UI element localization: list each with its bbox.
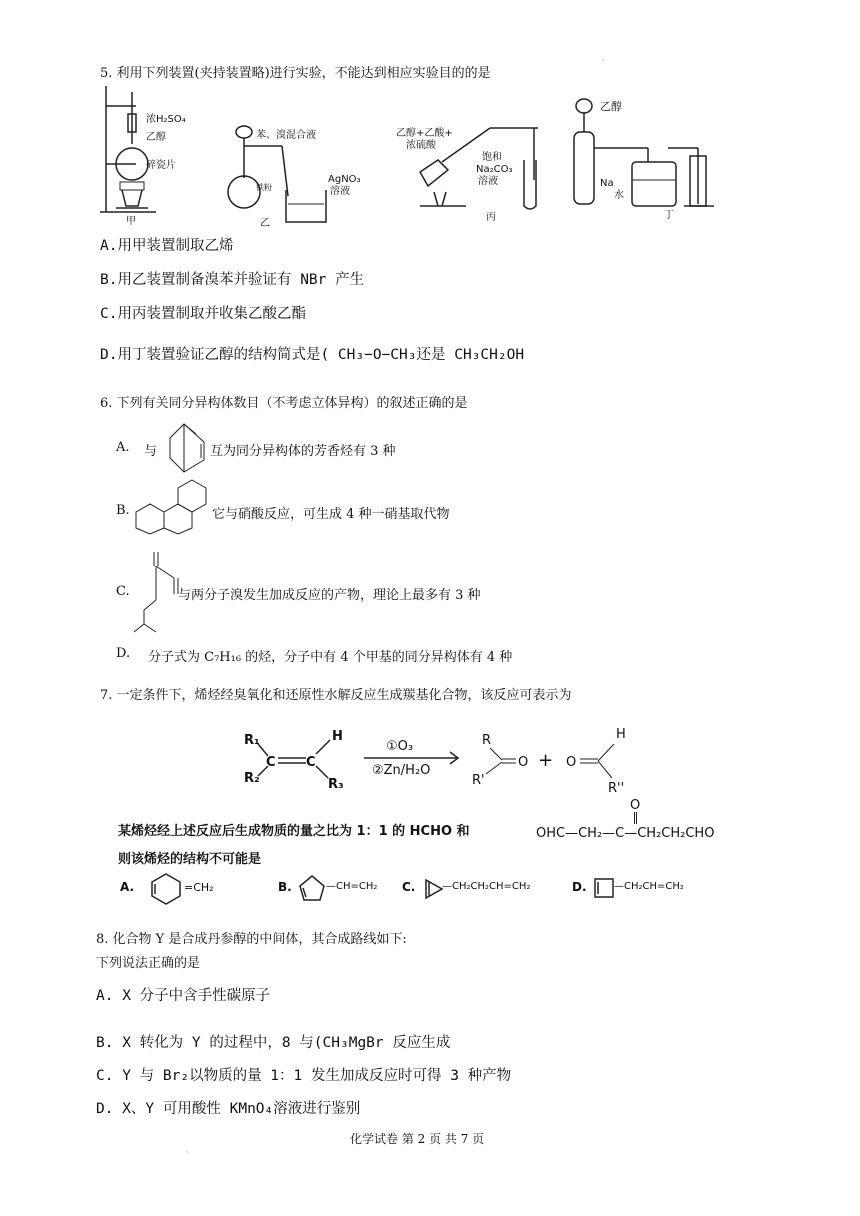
page-footer: 化学试卷 第 2 页 共 7 页 [350,1132,485,1146]
condition-o3: ①O₃ [386,739,414,754]
product1-rprime: R' [472,773,485,788]
q5-option-a[interactable]: A.用甲装置制取乙烯 [100,238,234,254]
product1-o: O [518,755,529,770]
q8-option-b[interactable]: B. X 转化为 Y 的过程中，8 与(CH₃MgBr 反应生成 [96,1035,451,1051]
condition-zn: ②Zn/H₂O [372,763,431,778]
q8-option-a[interactable]: A. X 分子中含手性碳原子 [96,988,271,1004]
yi-label-agno3: AgNO₃ [328,174,361,185]
bing-label-na2co3: Na₂CO₃ [476,164,513,175]
yi-label-iron: 铁粉 [256,183,272,192]
q7-choice-d-sub: —CH₂CH=CH₂ [614,881,684,892]
q7-choice-c-sub: —CH₂CH₂CH=CH₂ [442,881,531,892]
yi-name: 乙 [260,218,270,229]
jia-label-porcelain: 碎瓷片 [146,160,176,171]
reactant-r2: R₂ [244,771,260,786]
q5-option-c[interactable]: C.用丙装置制取并收集乙酸乙酯 [100,306,306,322]
q8-option-c[interactable]: C. Y 与 Br₂以物质的量 1：1 发生加成反应时可得 3 种产物 [96,1068,512,1084]
product2-r2prime: R'' [608,781,625,796]
ding-label-water: 水 [614,190,624,201]
yi-label-mix: 苯、溴混合液 [256,130,316,141]
bing-label-saturated: 饱和 [482,152,502,163]
bing-name: 丙 [486,212,496,223]
apparatus-yi-figure [226,126,376,229]
cyclopentene-ring [298,874,328,904]
ozonolysis-reaction-scheme [236,724,756,814]
q8-sub: 下列说法正确的是 [96,956,201,971]
cyclohexene-ring [148,872,184,906]
q8-option-d[interactable]: D. X、Y 可用酸性 KMnO₄溶液进行鉴别 [96,1101,361,1117]
norbornadiene-structure [160,420,210,476]
ding-label-na: Na [600,178,614,189]
ding-label-ethanol: 乙醇 [600,100,622,113]
reactant-r1: R₁ [244,733,260,748]
q6-stem: 6. 下列有关同分异构体数目（不考虑立体异构）的叙述正确的是 [100,396,468,411]
q6-option-a-pre: 与 [144,444,158,459]
reactant-c2: C [306,755,316,770]
jia-name: 甲 [126,216,136,227]
q7-product-formula: OHC—CH₂—C—CH₂CH₂CHO [536,826,715,841]
ding-name: 丁 [664,210,674,221]
plus-sign: + [538,750,554,771]
phenanthrene-structure [142,476,222,536]
q6-option-b-letter[interactable]: B. [116,503,130,518]
jia-label-h2so4: 浓H₂SO₄ [146,114,186,125]
q6-option-c-text: 与两分子溴发生加成反应的产物，理论上最多有 3 种 [178,588,481,603]
product2-h: H [616,727,626,742]
q5-stem: 5. 利用下列装置(夹持装置略)进行实验，不能达到相应实验目的的是 [100,66,491,81]
q7-choice-b-letter[interactable]: B. [278,880,292,894]
q7-choice-a-sub: =CH₂ [184,881,214,894]
q7-line1: 某烯烃经上述反应后生成物质的量之比为 1：1 的 HCHO 和 [118,824,470,839]
jia-label-ethanol: 乙醇 [146,132,166,143]
q6-option-c-letter[interactable]: C. [116,584,130,599]
reactant-r3: R₃ [328,777,344,792]
product2-o: O [566,755,577,770]
apparatus-jia-figure [96,84,216,227]
product1-r: R [482,733,492,748]
q7-product-co-bond [634,812,637,824]
scan-dot: · [186,1148,189,1157]
q7-choice-b-sub: —CH=CH₂ [326,881,378,892]
q7-choice-d-letter[interactable]: D. [572,880,587,894]
q6-option-a-text: 互为同分异构体的芳香烃有 3 种 [210,444,396,459]
q6-option-b-text: 它与硝酸反应，可生成 4 种一硝基取代物 [212,507,450,522]
q7-choice-a-letter[interactable]: A. [120,880,135,894]
reactant-h: H [332,729,343,744]
cyclobutene-ring [592,876,616,902]
q5-option-d[interactable]: D.用丁装置验证乙醇的结构简式是( CH₃−O−CH₃还是 CH₃CH₂OH [100,347,525,363]
reactant-c1: C [266,755,276,770]
q6-option-d-text: 分子式为 C₇H₁₆ 的烃，分子中有 4 个甲基的同分异构体有 4 种 [148,650,513,665]
scan-dot: · [602,56,605,65]
q6-option-d-letter[interactable]: D. [116,646,131,661]
bing-label-solution: 溶液 [478,176,498,187]
q7-product-o: O [630,798,641,813]
q7-line2: 则该烯烃的结构不可能是 [118,852,262,867]
q7-choice-c-letter[interactable]: C. [402,880,416,894]
apparatus-bing-figure [390,120,540,223]
apparatus-ding-figure [568,92,718,222]
q7-stem: 7. 一定条件下，烯烃经臭氧化和还原性水解反应生成羰基化合物，该反应可表示为 [100,688,572,703]
bing-label-acid: 浓硫酸 [406,140,436,151]
q8-stem: 8. 化合物 Y 是合成丹参醇的中间体，其合成路线如下: [96,932,407,947]
bing-label-reactants: 乙醇+乙酸+ [396,128,453,139]
q5-option-b[interactable]: B.用乙装置制备溴苯并验证有 NBr 产生 [100,272,365,288]
q6-option-a-letter[interactable]: A. [116,440,130,455]
yi-label-solution: 溶液 [330,186,350,197]
